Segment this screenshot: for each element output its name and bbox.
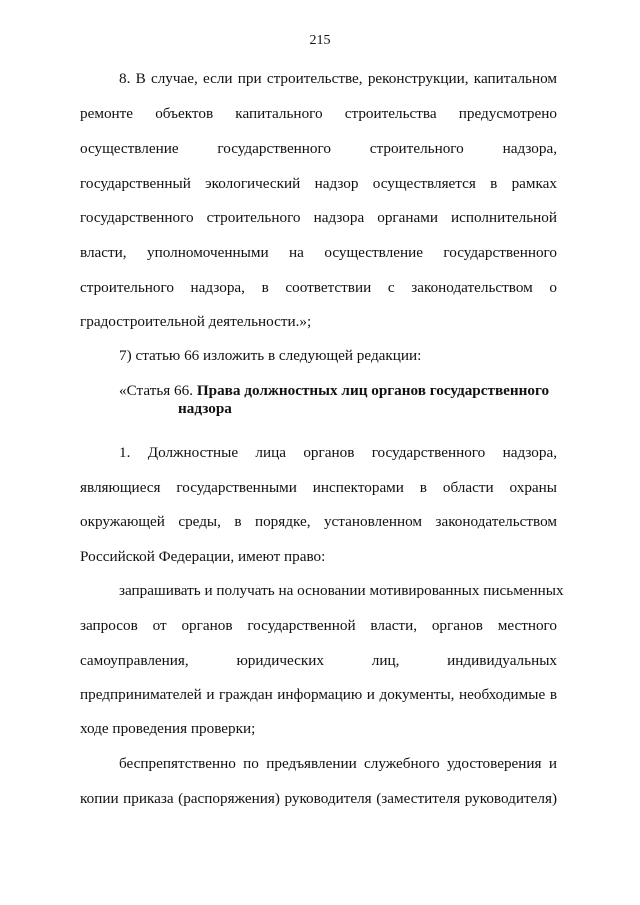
paragraph-line: государственный экологический надзор осуществляется в рамках: [80, 175, 557, 192]
paragraph-line: 1. Должностные лица органов государственного надзора,: [119, 444, 557, 461]
paragraph-line: являющиеся государственными инспекторами в области охраны: [80, 479, 557, 496]
paragraph-line: самоуправления, юридических лиц, индивидуальных: [80, 652, 557, 669]
paragraph-line: 7) статью 66 изложить в следующей редакции:: [119, 347, 422, 364]
paragraph-line: строительного надзора, в соответствии с законодательством о: [80, 279, 557, 296]
paragraph-line: копии приказа (распоряжения) руководителя (заместителя руководителя): [80, 790, 557, 807]
article-heading: [119, 382, 559, 400]
paragraph-line: ходе проведения проверки;: [80, 720, 256, 737]
paragraph-line: Российской Федерации, имеют право:: [80, 548, 326, 565]
paragraph-line: 8. В случае, если при строительстве, реконструкции, капитальном: [119, 70, 557, 87]
paragraph-line: власти, уполномоченными на осуществление государственного: [80, 244, 557, 261]
paragraph-line: запрашивать и получать на основании мотивированных письменных: [119, 582, 564, 599]
article-heading-prefix: «Статья 66.: [119, 382, 197, 399]
paragraph-line: окружающей среды, в порядке, установленном законодательством: [80, 513, 557, 530]
paragraph-line: ремонте объектов капитального строительства предусмотрено: [80, 105, 557, 122]
paragraph-line: предпринимателей и граждан информацию и документы, необходимые в: [80, 686, 557, 703]
paragraph-line: осуществление государственного строительного надзора,: [80, 140, 557, 157]
paragraph-line: запросов от органов государственной власти, органов местного: [80, 617, 557, 634]
paragraph-line: градостроительной деятельности.»;: [80, 313, 312, 330]
paragraph-line: беспрепятственно по предъявлении служебного удостоверения и: [119, 755, 557, 772]
article-heading-title: Права должностных лиц органов государственного: [196, 382, 550, 399]
paragraph-line: государственного строительного надзора органами исполнительной: [80, 209, 557, 226]
page-number: 215: [309, 33, 331, 48]
article-heading-title-cont: надзора: [178, 400, 232, 417]
